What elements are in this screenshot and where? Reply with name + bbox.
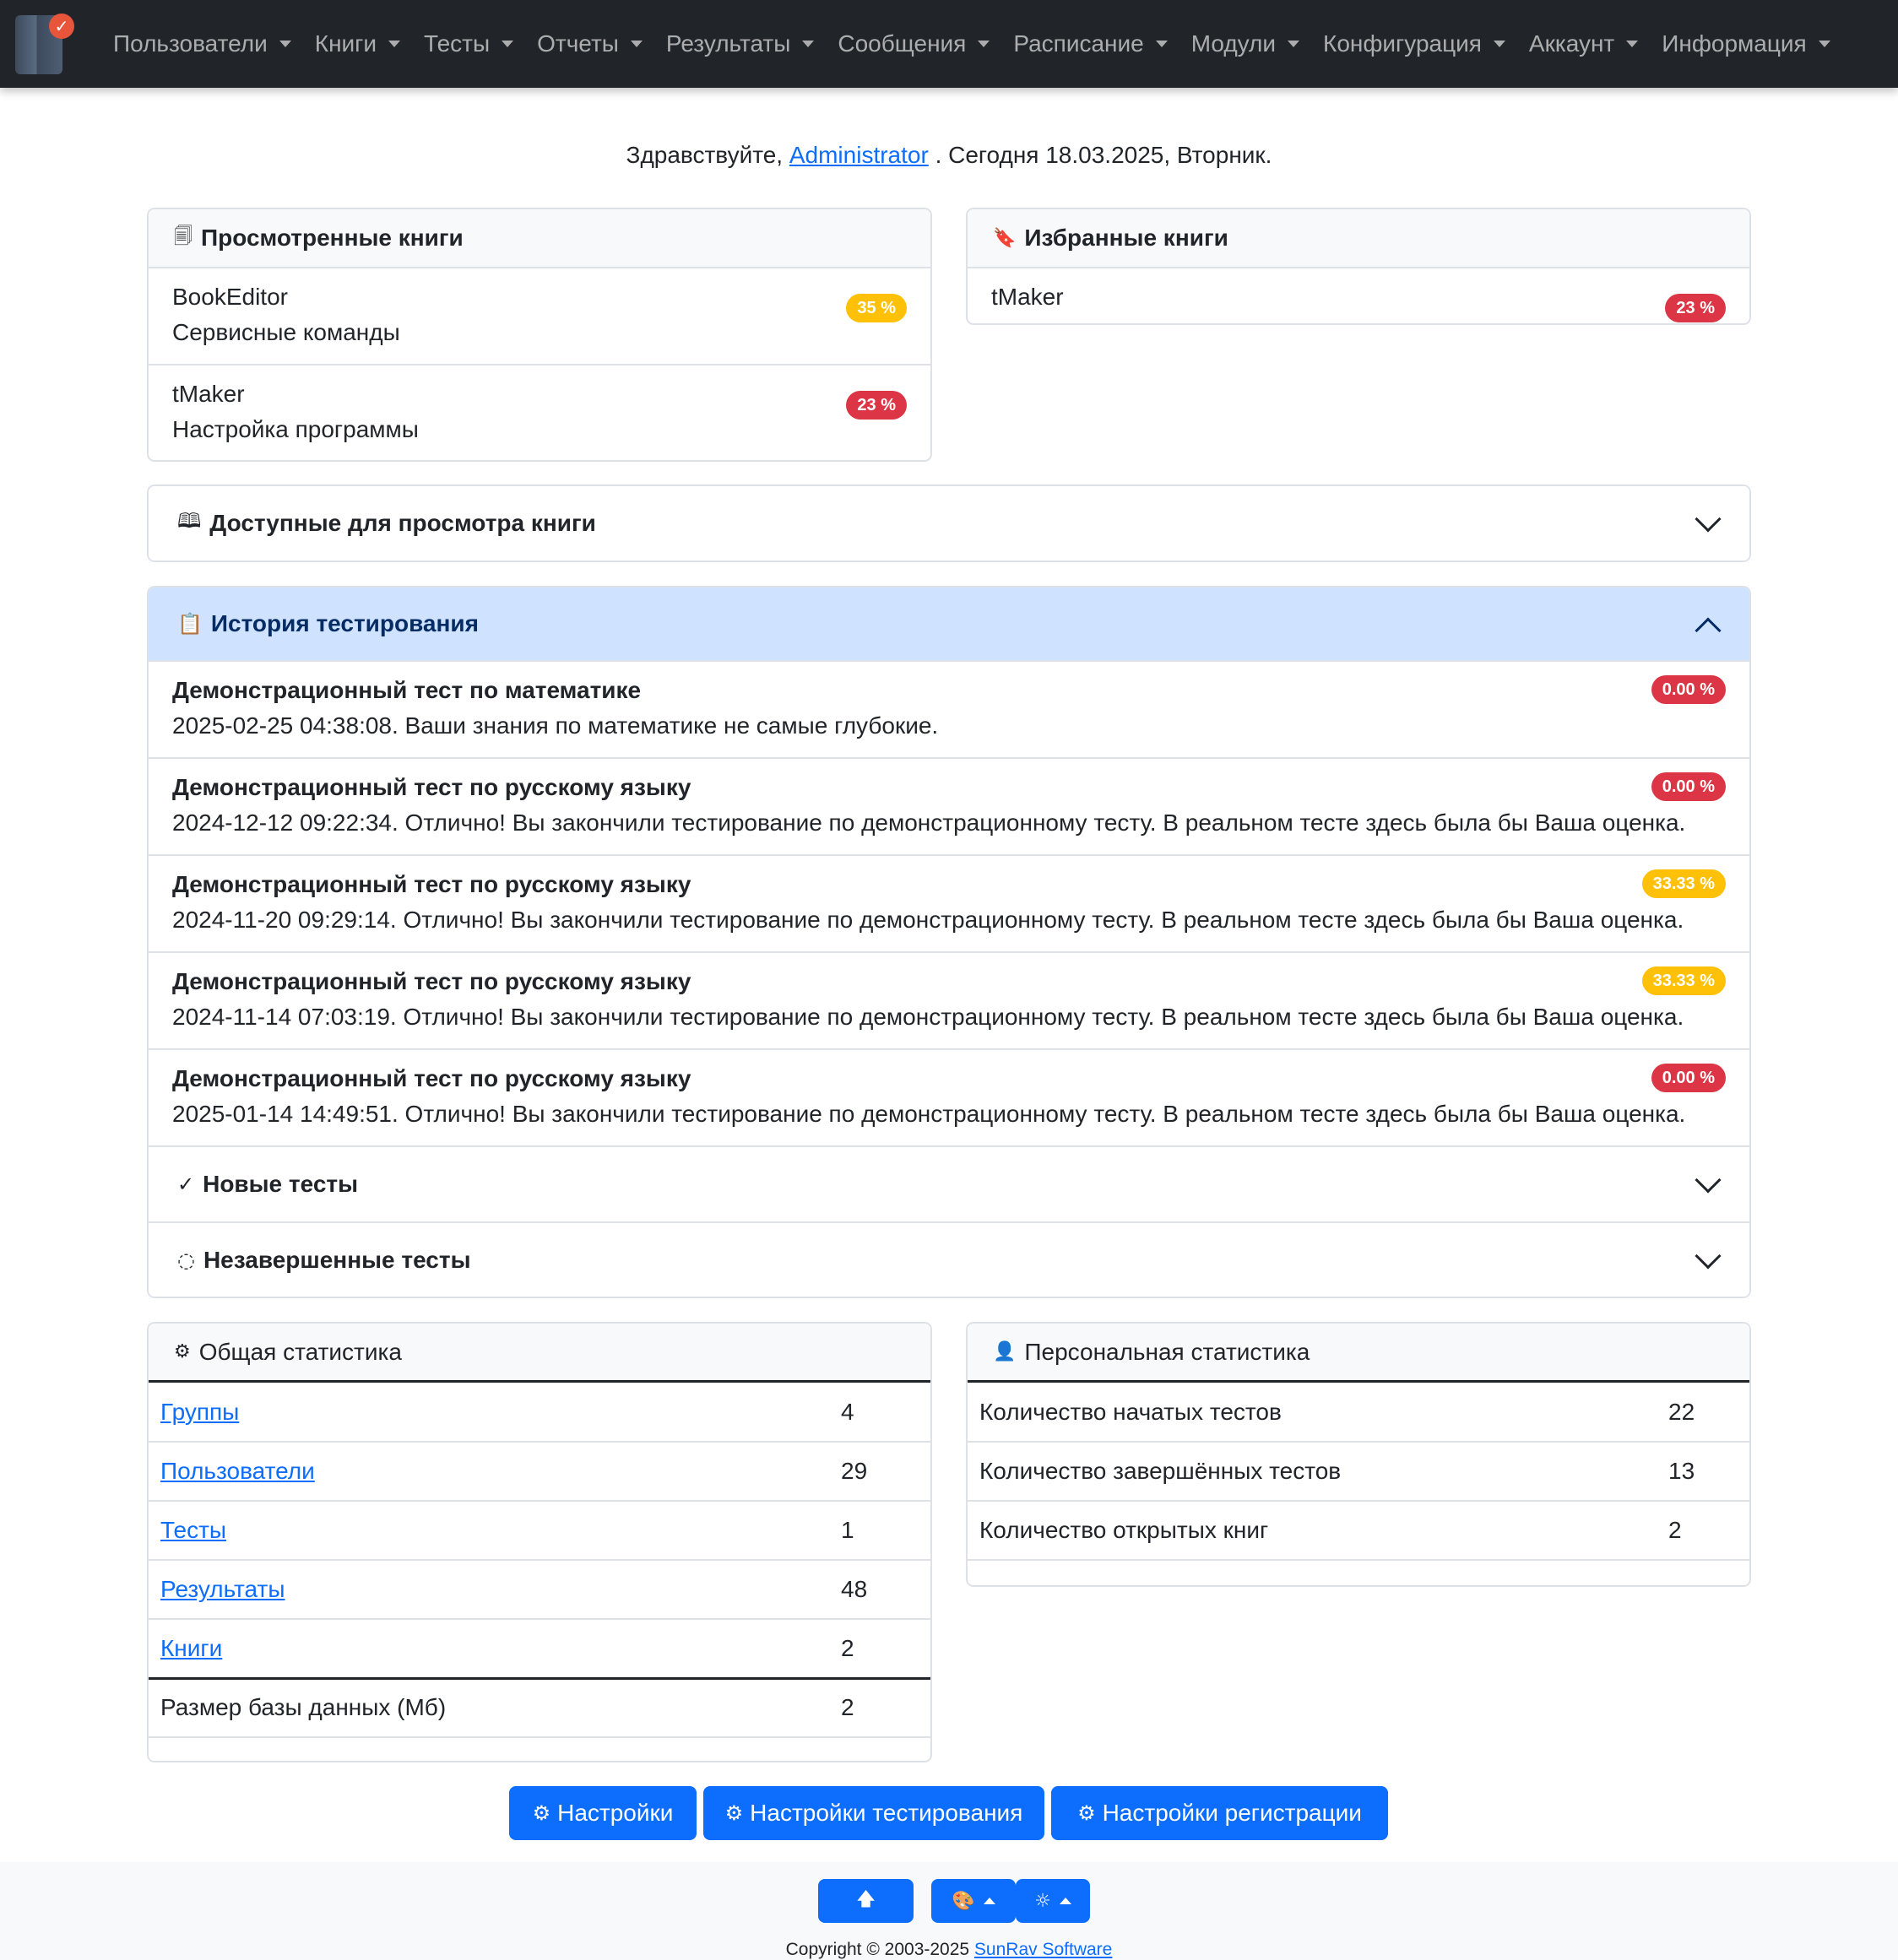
caret-down-icon xyxy=(388,41,400,47)
gear-wide-icon: ⚙ xyxy=(724,1801,744,1825)
color-mode-button[interactable] xyxy=(1016,1879,1090,1923)
test-history-list xyxy=(149,662,1749,1147)
app-logo[interactable] xyxy=(15,14,76,74)
results-link[interactable]: Результаты xyxy=(160,1576,285,1602)
personal-stats-table xyxy=(968,1383,1749,1561)
viewed-books-card xyxy=(147,208,932,462)
test-history-toggle[interactable]: 📋 История тестирования xyxy=(149,587,1749,662)
favorite-book-item[interactable]: tMaker 23 % xyxy=(968,268,1749,325)
nav-books[interactable]: Книги xyxy=(315,30,400,57)
score-badge: 0.00 % xyxy=(1651,675,1726,704)
test-history-item[interactable]: Демонстрационный тест по русскому языку 2024-11-20 09:29:14. Отлично! Вы закончили тестирование по демонстрационному тесту. В реальном тесте здесь была бы Ваша оценка. 33.33 % xyxy=(149,856,1749,953)
chevron-down-icon xyxy=(1695,1167,1721,1193)
score-badge: 0.00 % xyxy=(1651,772,1726,801)
test-history-item[interactable]: Демонстрационный тест по русскому языку 2024-12-12 09:22:34. Отлично! Вы закончили тестирование по демонстрационному тесту. В реальном тесте здесь была бы Ваша оценка. 0.00 % xyxy=(149,759,1749,856)
caret-down-icon xyxy=(1626,41,1638,47)
unfinished-tests-toggle[interactable]: ◌ Незавершенные тесты xyxy=(149,1223,1749,1297)
nav-messages[interactable]: Сообщения xyxy=(838,30,990,57)
scroll-top-button[interactable] xyxy=(818,1879,914,1923)
general-stats-header: ⚙ Общая статистика xyxy=(149,1324,930,1383)
table-row: Количество открытых книг 2 xyxy=(968,1501,1749,1560)
users-link[interactable]: Пользователи xyxy=(160,1458,315,1484)
caret-down-icon xyxy=(1494,41,1505,47)
nav-modules[interactable]: Модули xyxy=(1191,30,1299,57)
arrow-up-icon: 🡅 xyxy=(856,1889,876,1910)
progress-badge: 35 % xyxy=(846,294,907,322)
table-row: Книги 2 xyxy=(149,1619,930,1678)
check-icon: ✓ xyxy=(177,1172,195,1196)
nav-information[interactable]: Информация xyxy=(1662,30,1830,57)
test-history-item[interactable]: Демонстрационный тест по русскому языку 2025-01-14 14:49:51. Отлично! Вы закончили тестирование по демонстрационному тесту. В реальном тесте здесь была бы Ваша оценка. 0.00 % xyxy=(149,1050,1749,1147)
test-settings-button[interactable]: ⚙ Настройки тестирования xyxy=(703,1786,1044,1840)
table-row: Результаты 48 xyxy=(149,1560,930,1619)
caret-up-icon xyxy=(1060,1898,1071,1904)
progress-badge: 23 % xyxy=(1665,294,1726,322)
nav-reports[interactable]: Отчеты xyxy=(537,30,643,57)
table-row: Группы 4 xyxy=(149,1383,930,1442)
bookmark-icon: 🔖 xyxy=(993,227,1017,249)
table-row: Количество начатых тестов 22 xyxy=(968,1383,1749,1442)
registration-settings-button[interactable]: ⚙ Настройки регистрации xyxy=(1051,1786,1388,1840)
table-row: Тесты 1 xyxy=(149,1501,930,1560)
table-row: Пользователи 29 xyxy=(149,1442,930,1501)
chevron-down-icon xyxy=(1695,1243,1721,1269)
available-books-accordion xyxy=(147,485,1751,562)
score-badge: 33.33 % xyxy=(1642,966,1726,995)
nav-tests[interactable]: Тесты xyxy=(424,30,513,57)
tests-link[interactable]: Тесты xyxy=(160,1517,227,1543)
gears-icon: ⚙ xyxy=(1077,1801,1096,1825)
book-open-icon: 🕮 xyxy=(177,508,202,533)
table-row: Размер базы данных (Мб) 2 xyxy=(149,1678,930,1737)
clipboard-check-icon: 📋 xyxy=(177,612,203,636)
nav-account[interactable]: Аккаунт xyxy=(1529,30,1638,57)
books-link[interactable]: Книги xyxy=(160,1634,223,1661)
caret-down-icon xyxy=(1156,41,1168,47)
progress-badge: 23 % xyxy=(846,391,907,420)
personal-stats-card xyxy=(966,1322,1751,1587)
general-stats-card xyxy=(147,1322,932,1762)
settings-button[interactable]: ⚙ Настройки xyxy=(509,1786,697,1840)
caret-down-icon xyxy=(279,41,291,47)
table-row: Количество завершённых тестов 13 xyxy=(968,1442,1749,1501)
copyright: Copyright © 2003-2025 SunRav Software xyxy=(785,1940,1113,1959)
caret-down-icon xyxy=(631,41,643,47)
nav-schedule[interactable]: Расписание xyxy=(1013,30,1167,57)
nav-menu xyxy=(113,30,1854,57)
personal-stats-header: 👤 Персональная статистика xyxy=(968,1324,1749,1383)
caret-down-icon xyxy=(802,41,814,47)
chevron-up-icon xyxy=(1695,617,1721,643)
viewed-book-item[interactable]: BookEditor Сервисные команды 35 % xyxy=(149,268,930,365)
caret-up-icon xyxy=(984,1898,995,1904)
theme-palette-button[interactable] xyxy=(931,1879,1016,1923)
general-stats-table xyxy=(149,1383,930,1738)
score-badge: 33.33 % xyxy=(1642,869,1726,898)
caret-down-icon xyxy=(1288,41,1299,47)
top-navbar xyxy=(0,0,1898,88)
user-link[interactable]: Administrator xyxy=(789,142,929,168)
new-tests-toggle[interactable]: ✓ Новые тесты xyxy=(149,1147,1749,1223)
footer xyxy=(0,1862,1898,1960)
bookmarks-icon: 🗐 xyxy=(174,226,193,247)
test-history-item[interactable]: Демонстрационный тест по математике 2025-02-25 04:38:08. Ваши знания по математике не самые глубокие. 0.00 % xyxy=(149,662,1749,759)
nav-configuration[interactable]: Конфигурация xyxy=(1323,30,1505,57)
check-badge-icon: ✓ xyxy=(49,14,74,39)
test-history-item[interactable]: Демонстрационный тест по русскому языку 2024-11-14 07:03:19. Отлично! Вы закончили тестирование по демонстрационному тесту. В реальном тесте здесь была бы Ваша оценка. 33.33 % xyxy=(149,953,1749,1050)
gear-icon: ⚙ xyxy=(532,1801,551,1825)
viewed-book-item[interactable]: tMaker Настройка программы 23 % xyxy=(149,365,930,462)
favorite-books-card xyxy=(966,208,1751,325)
caret-down-icon xyxy=(1819,41,1830,47)
palette-icon: 🎨 xyxy=(952,1890,975,1912)
nav-results[interactable]: Результаты xyxy=(666,30,814,57)
groups-link[interactable]: Группы xyxy=(160,1398,240,1425)
favorite-books-header: 🔖 Избранные книги xyxy=(968,209,1749,268)
clock-dashed-icon: ◌ xyxy=(177,1248,195,1272)
viewed-books-header: 🗐 Просмотренные книги xyxy=(149,209,930,268)
tests-accordion xyxy=(147,586,1751,1298)
score-badge: 0.00 % xyxy=(1651,1064,1726,1092)
chevron-down-icon xyxy=(1695,506,1721,532)
available-books-toggle[interactable]: 🕮 Доступные для просмотра книги xyxy=(149,486,1749,560)
person-icon: 👤 xyxy=(993,1341,1017,1362)
greeting: Здравствуйте, Administrator . Сегодня 18.03.2025, Вторник. xyxy=(626,142,1272,168)
sun-icon: ☼ xyxy=(1034,1890,1051,1912)
caret-down-icon xyxy=(978,41,990,47)
caret-down-icon xyxy=(502,41,513,47)
gear-icon: ⚙ xyxy=(174,1341,191,1362)
company-link[interactable]: SunRav Software xyxy=(973,1940,1113,1959)
nav-users[interactable]: Пользователи xyxy=(113,30,291,57)
